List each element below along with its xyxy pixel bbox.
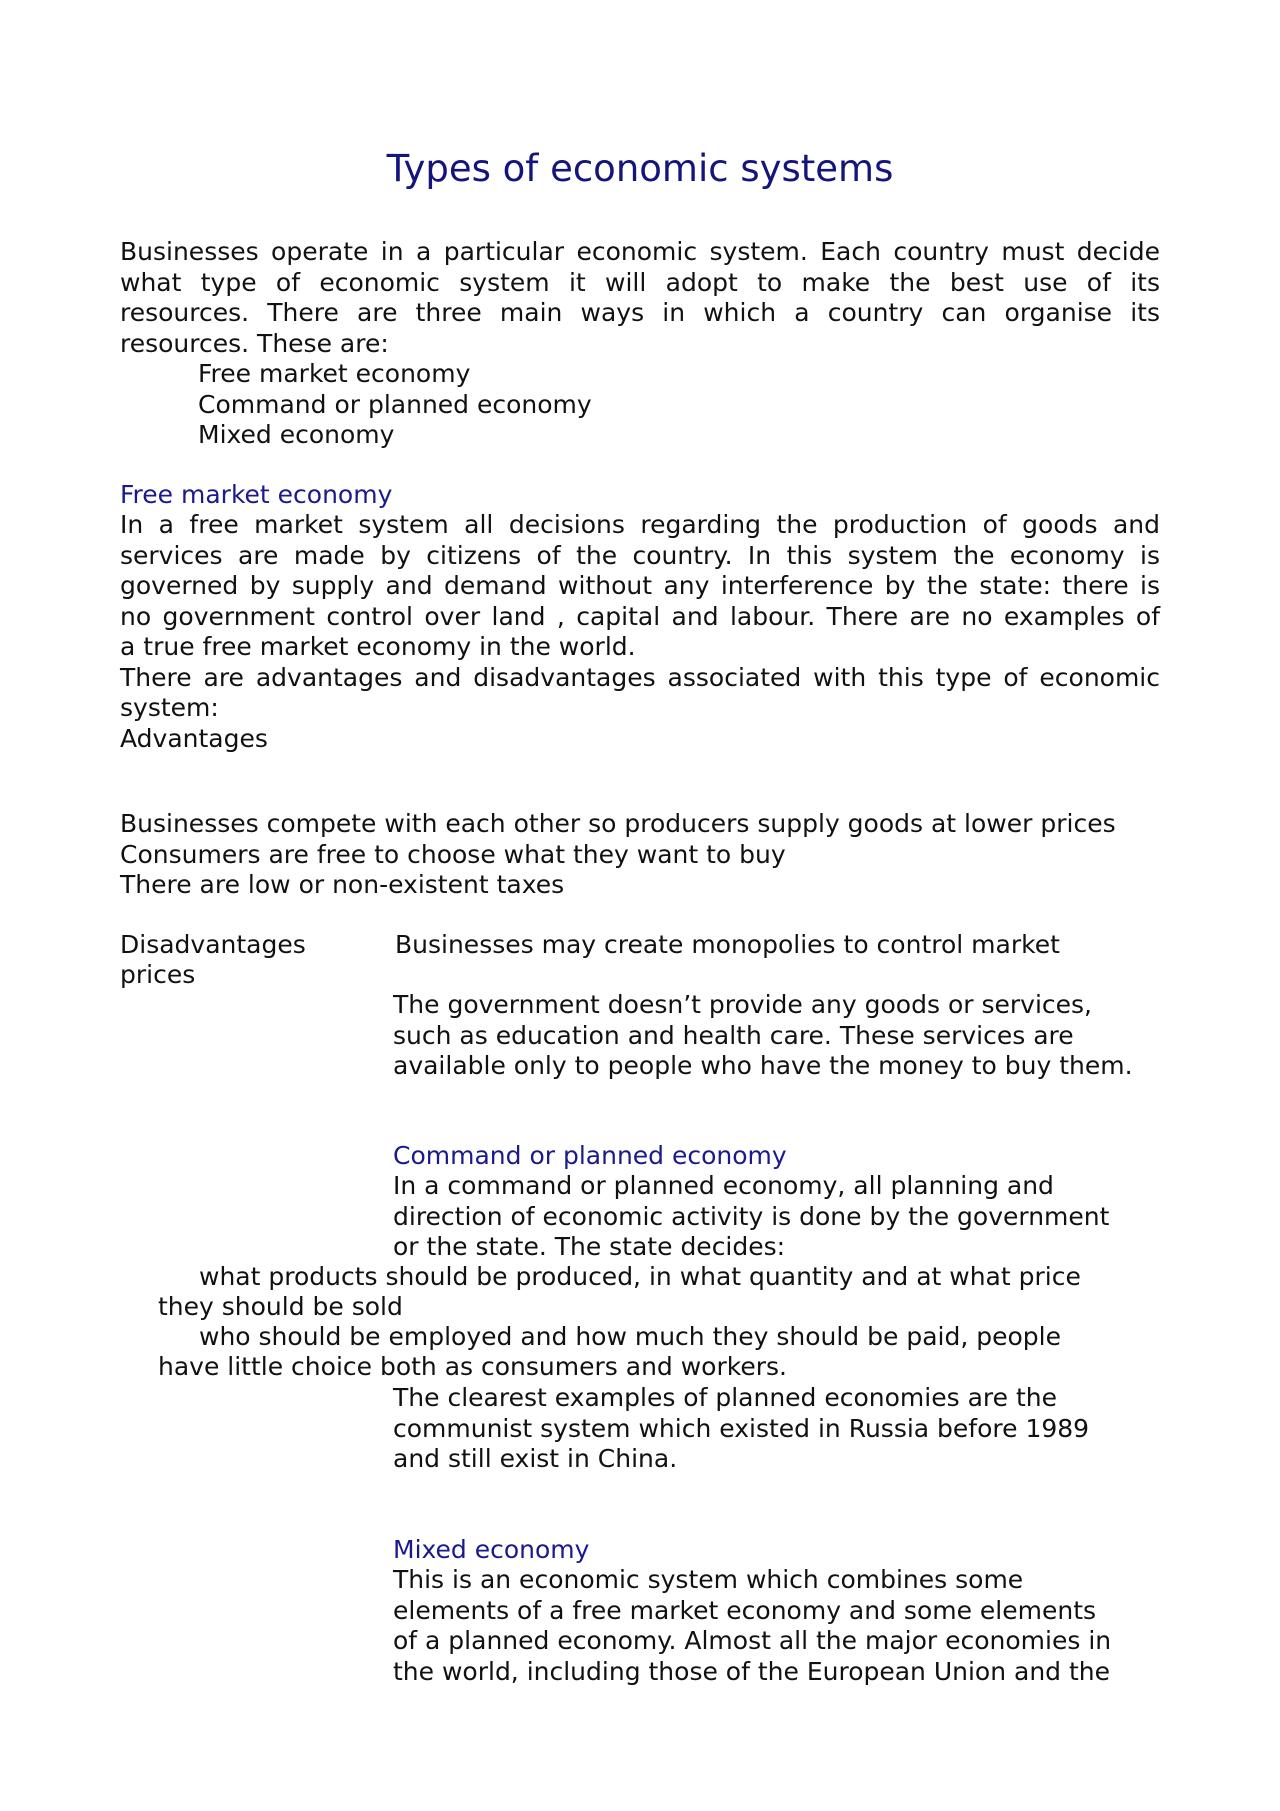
free-market-line: In a free market system all decisions regarding the production of goods and [120,510,1160,539]
list-item: Command or planned economy [198,389,592,419]
command-example-line: communist system which existed in Russia before 1989 [393,1413,1090,1443]
command-line: direction of economic activity is done by the government [393,1201,1110,1231]
command-example-line: The clearest examples of planned economies are the [393,1383,1057,1412]
free-market-line: a true free market economy in the world. [120,632,636,661]
free-market-heading: Free market economy [120,480,393,509]
free-market-line: services are made by citizens of the country. In this system the economy is [120,540,1160,570]
disadvantages-label: Disadvantages [120,930,306,959]
intro-line: resources. There are three main ways in which a country can organise its [120,298,1160,327]
mixed-line: elements of a free market economy and some elements [393,1595,1097,1625]
intro-paragraph [120,237,1160,359]
disadvantage-line: available only to people who have the money to buy them. [393,1051,1133,1080]
free-market-paragraph [120,510,1160,754]
command-bullet: what products should be produced, in what quantity and at what price [199,1262,1081,1291]
intro-line: resources. These are: [120,328,389,358]
advantages-list [120,809,1116,901]
list-item: Mixed economy [198,420,395,449]
advantages-label: Advantages [120,723,268,753]
free-market-line: There are advantages and disadvantages associated with this type of economic [120,662,1160,692]
page-title: Types of economic systems [386,147,894,190]
mixed-economy-paragraph [393,1565,1111,1687]
command-bullet: who should be employed and how much they should be paid, people [199,1322,1061,1351]
mixed-line: the world, including those of the European Union and the [393,1656,1111,1686]
intro-line: what type of economic system it will adopt to make the best use of its [120,267,1160,297]
mixed-line: This is an economic system which combines some [393,1565,1024,1594]
command-economy-paragraph [393,1171,1109,1263]
disadvantage-item-continued: prices [120,960,196,989]
free-market-line: governed by supply and demand without any interference by the state: there is [120,571,1160,600]
disadvantage-item [393,990,1133,1082]
command-line: In a command or planned economy, all planning and [393,1171,1054,1200]
advantage-item: Consumers are free to choose what they want to buy [120,839,786,869]
command-examples-paragraph [393,1383,1089,1475]
intro-line: Businesses operate in a particular economic system. Each country must decide [120,237,1160,266]
disadvantage-item: Businesses may create monopolies to control market [395,930,1060,959]
disadvantage-line: such as education and health care. These services are [393,1020,1074,1050]
command-bullet-continued: have little choice both as consumers and workers. [158,1352,787,1381]
command-line: or the state. The state decides: [393,1232,786,1261]
command-economy-heading: Command or planned economy [393,1141,787,1170]
advantage-item: Businesses compete with each other so producers supply goods at lower prices [120,809,1116,838]
mixed-economy-heading: Mixed economy [393,1535,590,1564]
mixed-line: of a planned economy. Almost all the major economies in [393,1626,1112,1655]
command-bullet-continued: they should be sold [158,1292,403,1321]
free-market-line: system: [120,693,219,722]
economy-type-list [198,359,592,451]
advantage-item: There are low or non-existent taxes [120,870,565,899]
disadvantage-line: The government doesn’t provide any goods or services, [393,990,1092,1019]
command-example-line: and still exist in China. [393,1444,678,1473]
list-item: Free market economy [198,359,471,388]
free-market-line: no government control over land , capital and labour. There are no examples of [120,601,1160,631]
